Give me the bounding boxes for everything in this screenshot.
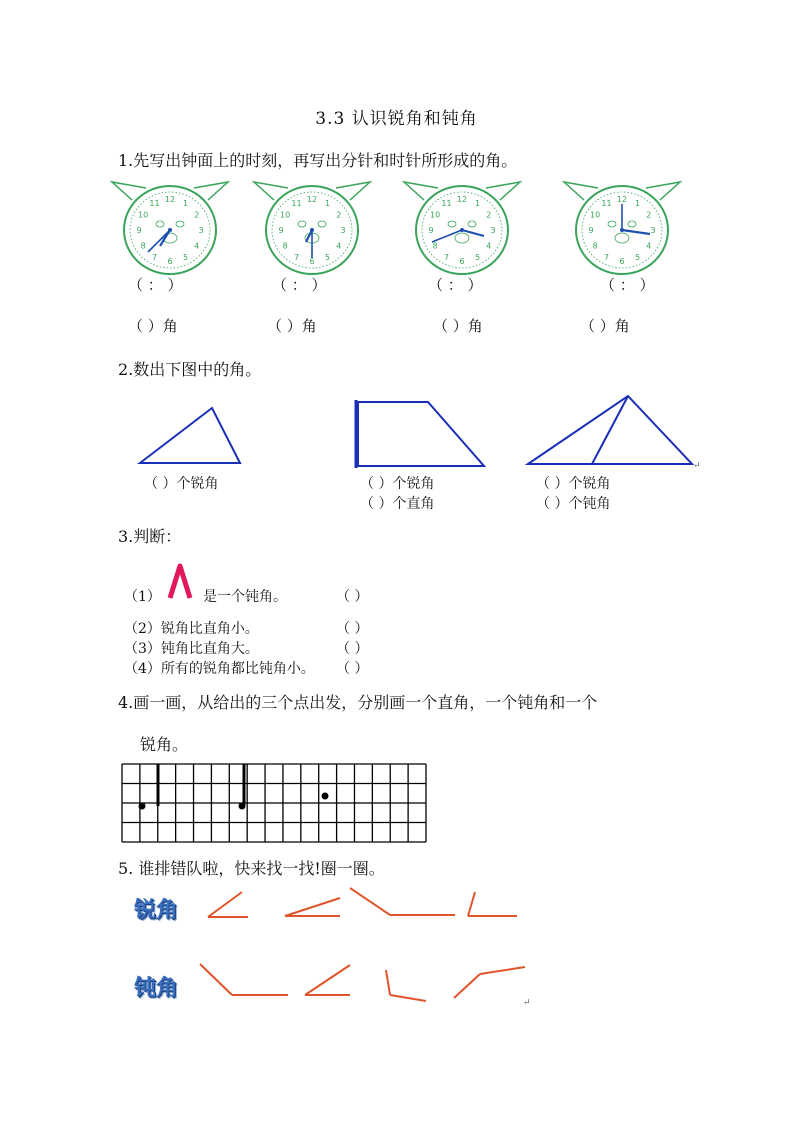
svg-text:↵: ↵	[693, 461, 701, 471]
angle-blank-1[interactable]: （ ）角	[128, 317, 178, 335]
clock-number: 7	[443, 252, 450, 262]
clock-number: 10	[430, 210, 441, 220]
clock-eye	[628, 221, 636, 227]
judge-2-blank[interactable]: （ ）	[336, 621, 369, 637]
time-blank-4[interactable]: （ ： ）	[600, 276, 655, 294]
judge-2-num: （2）	[124, 621, 161, 637]
judge-4-text: 所有的锐角都比钝角小。	[160, 661, 315, 677]
svg-text:↵: ↵	[523, 998, 531, 1008]
clock-eye	[318, 221, 326, 227]
clock-number: 2	[646, 210, 652, 220]
clock-number: 10	[280, 210, 291, 220]
clock-number: 4	[646, 241, 652, 251]
clock-left-ear	[564, 182, 598, 200]
clock-number: 3	[490, 226, 496, 235]
obtuse-row-angle-3[interactable]	[386, 970, 426, 1001]
judge-4-num: （4）	[124, 661, 161, 677]
clock-3	[402, 178, 522, 288]
clock-number: 12	[616, 195, 628, 204]
question-3-text: 3.判断：	[118, 527, 182, 546]
clock-snout	[455, 233, 469, 243]
acute-row-angle-4[interactable]	[468, 892, 517, 916]
clock-number: 12	[306, 195, 318, 204]
angle-blank-2[interactable]: （ ）角	[267, 317, 317, 335]
clock-number: 9	[428, 226, 434, 235]
clock-eye	[608, 221, 616, 227]
clock-number: 1	[324, 199, 331, 209]
clock-right-ear	[646, 182, 680, 200]
clock-right-ear	[336, 182, 370, 200]
clock-number: 11	[149, 199, 160, 209]
hour-hand	[306, 230, 312, 242]
clock-number: 9	[136, 226, 142, 235]
start-point-2	[239, 803, 246, 810]
label-obtuse-angles: 钝角	[134, 976, 179, 1001]
fig3-blank-obtuse[interactable]: （ ）个钝角	[536, 496, 611, 512]
clock-number: 3	[650, 226, 656, 235]
clock-number: 2	[336, 210, 342, 220]
acute-row-angle-2[interactable]	[285, 898, 340, 916]
clock-number: 9	[278, 226, 284, 235]
hour-hand	[622, 230, 650, 234]
start-point-1	[139, 803, 146, 810]
clock-eye	[298, 221, 306, 227]
judge-4-row	[124, 658, 315, 678]
clock-eye	[176, 221, 184, 227]
fig1-blank-acute[interactable]: （ ）个锐角	[144, 476, 219, 492]
question-5-text: 5. 谁排错队啦，快来找一找!圈一圈。	[118, 859, 385, 878]
clock-number: 5	[634, 252, 641, 262]
clock-number: 7	[293, 252, 300, 262]
question-4-text-line1: 4.画一画，从给出的三个点出发，分别画一个直角，一个钝角和一个	[118, 693, 598, 712]
time-blank-2[interactable]: （ ： ）	[272, 276, 327, 294]
acute-row-angle-3[interactable]	[350, 888, 455, 915]
q5-angles	[190, 880, 590, 1020]
obtuse-row-angle-4[interactable]	[454, 967, 525, 998]
clock-number: 6	[459, 257, 465, 266]
judge-3-row	[124, 638, 259, 658]
clock-number: 8	[592, 241, 598, 251]
question-1-text: 1.先写出钟面上的时刻，再写出分针和时针所形成的角。	[118, 151, 518, 170]
question-2-text: 2.数出下图中的角。	[118, 360, 262, 379]
hour-hand	[462, 230, 484, 236]
acute-triangle	[140, 408, 240, 463]
acute-row-angle-1[interactable]	[208, 892, 248, 917]
clock-number: 3	[198, 226, 204, 235]
right-trapezoid	[358, 402, 484, 466]
page-title: 3.3 认识锐角和钝角	[315, 109, 478, 129]
clock-number: 2	[486, 210, 492, 220]
clock-number: 6	[167, 257, 173, 266]
clock-number: 5	[474, 252, 481, 262]
fig3-blank-acute[interactable]: （ ）个锐角	[536, 476, 611, 492]
obtuse-row-angle-2[interactable]	[305, 965, 350, 995]
fig2-blank-right[interactable]: （ ）个直角	[360, 496, 435, 512]
clock-1	[110, 178, 230, 288]
clock-number: 12	[456, 195, 468, 204]
clock-eye	[448, 221, 456, 227]
clock-number: 2	[194, 210, 200, 220]
question-4-text-line2: 锐角。	[140, 735, 189, 754]
judge-1-num: （1）	[124, 589, 161, 605]
clock-left-ear	[112, 182, 146, 200]
obtuse-row-angle-1[interactable]	[200, 964, 288, 995]
clock-number: 6	[309, 257, 315, 266]
fig2-blank-acute[interactable]: （ ）个锐角	[360, 476, 435, 492]
clock-number: 4	[486, 241, 492, 251]
clock-number: 8	[432, 241, 438, 251]
clock-number: 5	[324, 252, 331, 262]
judge-3-blank[interactable]: （ ）	[336, 641, 369, 657]
minute-hand	[432, 230, 462, 242]
judge-1-text: 是一个钝角。	[203, 589, 287, 605]
clock-center	[460, 228, 464, 232]
clock-number: 8	[282, 241, 288, 251]
clock-number: 3	[340, 226, 346, 235]
pink-angle-icon	[164, 562, 204, 602]
clock-number: 10	[138, 210, 149, 220]
clock-eye	[156, 221, 164, 227]
judge-1-blank[interactable]: （ ）	[336, 589, 369, 605]
time-blank-3[interactable]: （ ： ）	[428, 276, 483, 294]
clock-number: 1	[474, 199, 481, 209]
clock-right-ear	[486, 182, 520, 200]
clock-number: 11	[291, 199, 302, 209]
clock-center	[310, 228, 314, 232]
clock-eye	[468, 221, 476, 227]
judge-3-text: 钝角比直角大。	[160, 641, 259, 657]
clock-number: 1	[634, 199, 641, 209]
start-point-3	[322, 793, 329, 800]
clock-number: 4	[336, 241, 342, 251]
angle-blank-3[interactable]: （ ）角	[433, 317, 483, 335]
clock-number: 4	[194, 241, 200, 251]
clock-number: 5	[182, 252, 189, 262]
clock-number: 10	[590, 210, 601, 220]
clock-number: 12	[164, 195, 176, 204]
angle-blank-4[interactable]: （ ）角	[580, 317, 630, 335]
clock-snout	[615, 233, 629, 243]
clock-left-ear	[404, 182, 438, 200]
clock-center	[620, 228, 624, 232]
clock-number: 6	[619, 257, 625, 266]
clock-number: 9	[588, 226, 594, 235]
clock-number: 8	[140, 241, 146, 251]
clock-number: 11	[441, 199, 452, 209]
clock-number: 7	[151, 252, 158, 262]
clock-left-ear	[254, 182, 288, 200]
clock-number: 11	[601, 199, 612, 209]
judge-2-text: 锐角比直角小。	[160, 621, 259, 637]
drawing-grid[interactable]	[120, 762, 430, 842]
clock-center	[168, 228, 172, 232]
clock-number: 1	[182, 199, 189, 209]
time-blank-1[interactable]: （ ： ）	[128, 276, 183, 294]
judge-3-num: （3）	[124, 641, 161, 657]
split-line	[592, 396, 628, 464]
judge-2-row	[124, 618, 259, 638]
judge-4-blank[interactable]: （ ）	[336, 661, 369, 677]
clock-right-ear	[194, 182, 228, 200]
label-acute-angles: 锐角	[134, 898, 179, 923]
clock-number: 7	[603, 252, 610, 262]
clock-2	[252, 178, 372, 288]
clock-4	[562, 178, 682, 288]
